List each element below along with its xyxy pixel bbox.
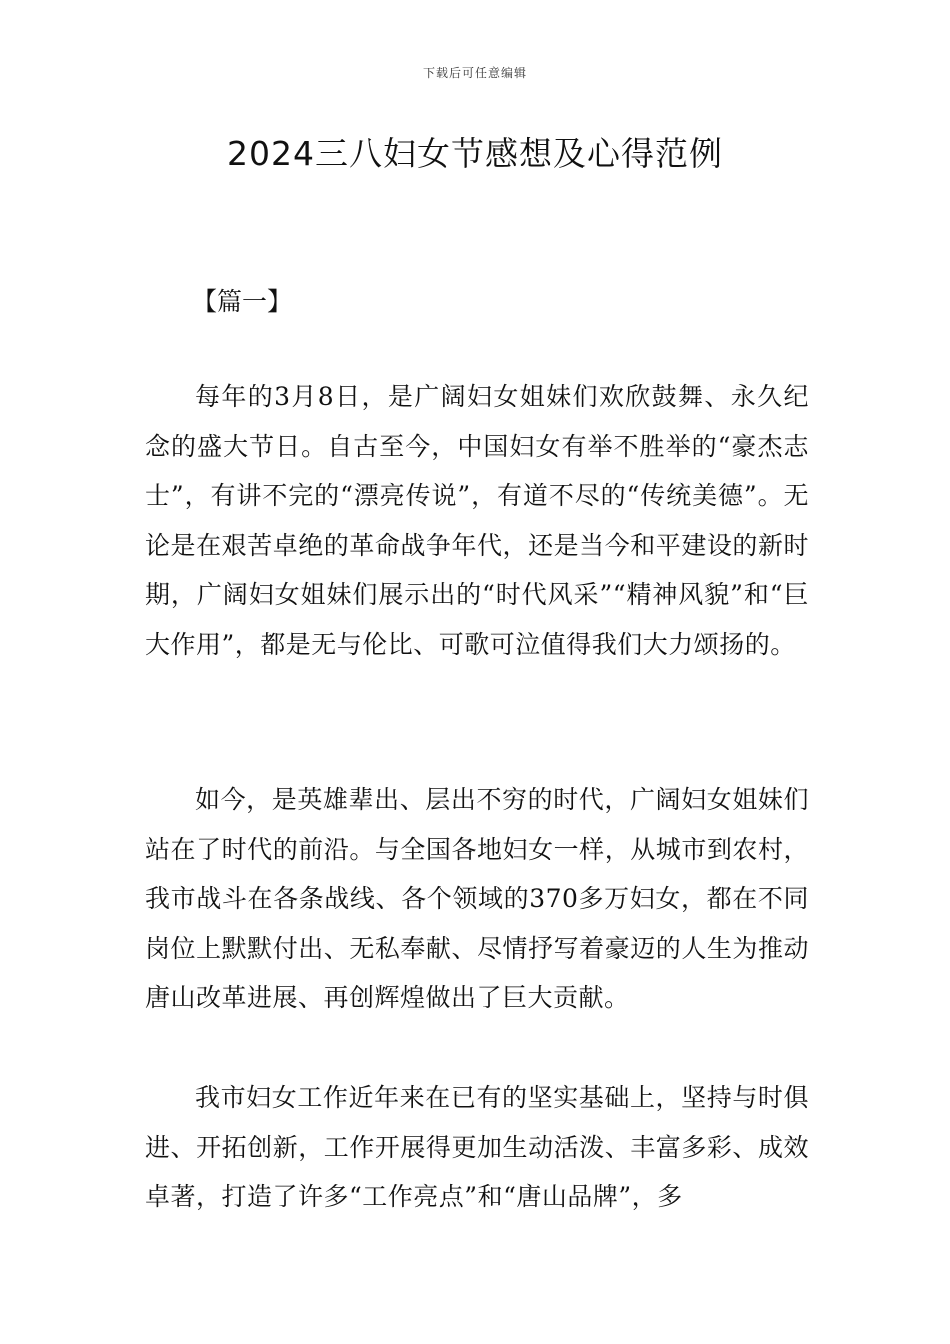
document-title: 2024三八妇女节感想及心得范例	[227, 134, 723, 173]
paragraph-3: 我市妇女工作近年来在已有的坚实基础上，坚持与时俱进、开拓创新，工作开展得更加生动活泼、丰富多彩、成效卓著，打造了许多“工作亮点”和“唐山品牌”，多	[145, 1083, 809, 1212]
header-note: 下载后可任意编辑	[422, 66, 527, 80]
section-label: 【篇一】	[192, 287, 293, 316]
paragraph-1: 每年的3月8日，是广阔妇女姐妹们欢欣鼓舞、永久纪念的盛大节日。自古至今，中国妇女有举不胜举的“豪杰志士”，有讲不完的“漂亮传说”，有道不尽的“传统美德”。无论是在艰苦卓绝的革命战争年代，还是当今和平建设的新时期，广阔妇女姐妹们展示出的“时代风采”“精神风貌”和“巨大作用”，都是无与伦比、可歌可泣值得我们大力颂扬的。	[145, 382, 809, 659]
paragraph-2: 如今，是英雄辈出、层出不穷的时代，广阔妇女姐妹们站在了时代的前沿。与全国各地妇女一样，从城市到农村，我市战斗在各条战线、各个领域的370多万妇女，都在不同岗位上默默付出、无私奉献、尽情抒写着豪迈的人生为推动唐山改革进展、再创辉煌做出了巨大贡献。	[145, 785, 809, 1013]
